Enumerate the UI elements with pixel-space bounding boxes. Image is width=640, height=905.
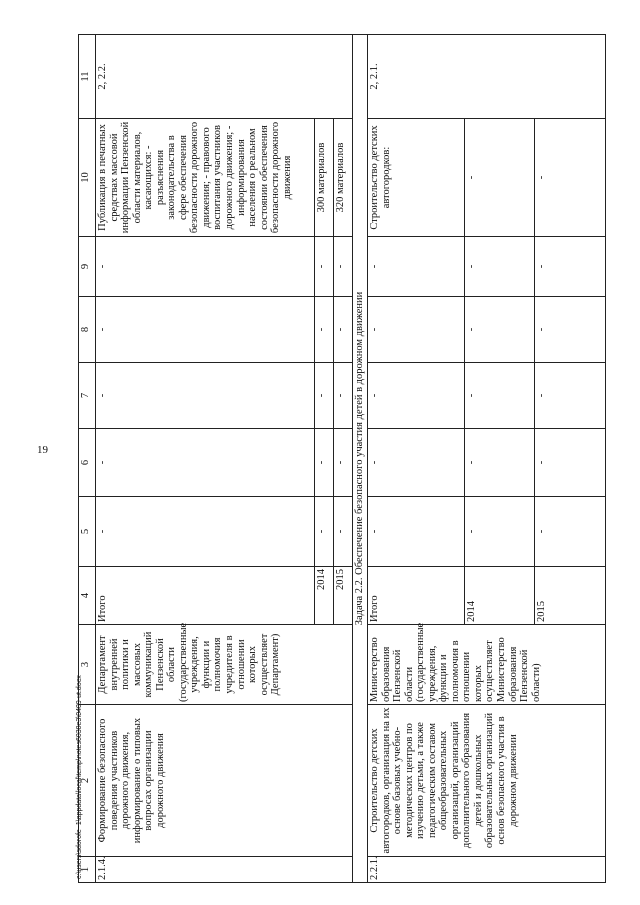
indicator-ref: 2, 2.2. — [96, 35, 353, 119]
header-col-11: 11 — [79, 35, 96, 119]
value-cell: - — [315, 497, 334, 567]
value-cell: - — [334, 497, 353, 567]
value-cell: - — [535, 429, 606, 497]
value-cell: - — [96, 429, 315, 497]
value-cell: - — [368, 237, 465, 297]
table-row — [368, 35, 465, 883]
value-cell: - — [464, 237, 535, 297]
header-col-5: 5 — [79, 497, 96, 567]
value-cell: - — [535, 363, 606, 429]
value-cell: - — [334, 237, 353, 297]
rotated-page — [78, 35, 638, 883]
value-cell: - — [368, 297, 465, 363]
period-total: Итого — [96, 567, 315, 625]
program-table — [78, 34, 606, 883]
period-total: Итого — [368, 567, 465, 625]
header-col-9: 9 — [79, 237, 96, 297]
header-col-8: 8 — [79, 297, 96, 363]
value-cell: - — [315, 297, 334, 363]
row-number: 2.2.1. — [368, 857, 606, 883]
value-cell: - — [368, 429, 465, 497]
value-cell: - — [535, 237, 606, 297]
table-row — [96, 35, 315, 883]
value-cell: - — [96, 363, 315, 429]
value-cell: - — [96, 497, 315, 567]
table-area — [78, 35, 638, 883]
year-cell: 2014 — [464, 567, 535, 625]
year-cell: 2015 — [334, 567, 353, 625]
value-cell: - — [464, 363, 535, 429]
header-col-6: 6 — [79, 429, 96, 497]
value-cell: - — [535, 497, 606, 567]
value-cell: - — [334, 297, 353, 363]
result-2014: 300 материалов — [315, 119, 334, 237]
value-cell: - — [464, 297, 535, 363]
result-2015: 320 материалов — [334, 119, 353, 237]
value-cell: - — [334, 429, 353, 497]
value-cell: - — [96, 297, 315, 363]
value-cell: - — [315, 363, 334, 429]
header-col-1: 1 — [79, 857, 96, 883]
activity-name: Формирование безопасного поведения участников дорожного движения, информирование о типовых вопросах организации дорожного движения — [96, 705, 353, 857]
expected-result: Строительство детских автогородков: — [368, 119, 465, 237]
header-col-7: 7 — [79, 363, 96, 429]
value-cell: - — [464, 497, 535, 567]
file-path: c:\users\sdorofe~1\appdata\local\temp\notes6030e3\0409-ut.docx — [76, 675, 83, 879]
row-number: 2.1.4. — [96, 857, 353, 883]
executor: Департамент внутренней политики и массовых коммуникаций Пензенской области (государственные учреждения, функции и полномочия учредителя в отношении которых осуществляет Департамент) — [96, 625, 353, 705]
task-title: Задача 2.2. Обеспечение безопасного участия детей в дорожном движении — [353, 35, 368, 883]
executor: Министерство образования Пензенской области (государственные учреждения, функции и полномочия в отношении которых осуществляет Министерство образования Пензенской области) — [368, 625, 606, 705]
value-cell: - — [315, 237, 334, 297]
year-cell: 2015 — [535, 567, 606, 625]
header-col-4: 4 — [79, 567, 96, 625]
indicator-ref: 2, 2.1. — [368, 35, 606, 119]
header-col-2: 2 — [79, 705, 96, 857]
activity-name: Строительство детских автогородков, организация на их основе базовых учебно-методических центров по изучению детьми, а также педагогическим составом общеобразовательных организаций, организаций дополнительного образования детей и дошкольных образовательных организаций основ безопасного участия в дорожном движении — [368, 705, 606, 857]
task-row — [353, 35, 368, 883]
value-cell: - — [315, 429, 334, 497]
value-cell: - — [464, 429, 535, 497]
expected-result: Публикация в печатных средствах массовой информации Пензенской области материалов, касающихся: - разъяснения законодательства в сфере обеспечения безопасности дорожного движения; - правового воспитания участников дорожного движения; - информирования населения о реальном состоянии обеспечения безопасности дорожного движения — [96, 119, 315, 237]
header-col-3: 3 — [79, 625, 96, 705]
value-cell: - — [334, 363, 353, 429]
result-2014: - — [464, 119, 535, 237]
value-cell: - — [368, 363, 465, 429]
value-cell: - — [368, 497, 465, 567]
header-col-10: 10 — [79, 119, 96, 237]
value-cell: - — [96, 237, 315, 297]
page-number: 19 — [37, 444, 48, 456]
value-cell: - — [535, 297, 606, 363]
result-2015: - — [535, 119, 606, 237]
year-cell: 2014 — [315, 567, 334, 625]
